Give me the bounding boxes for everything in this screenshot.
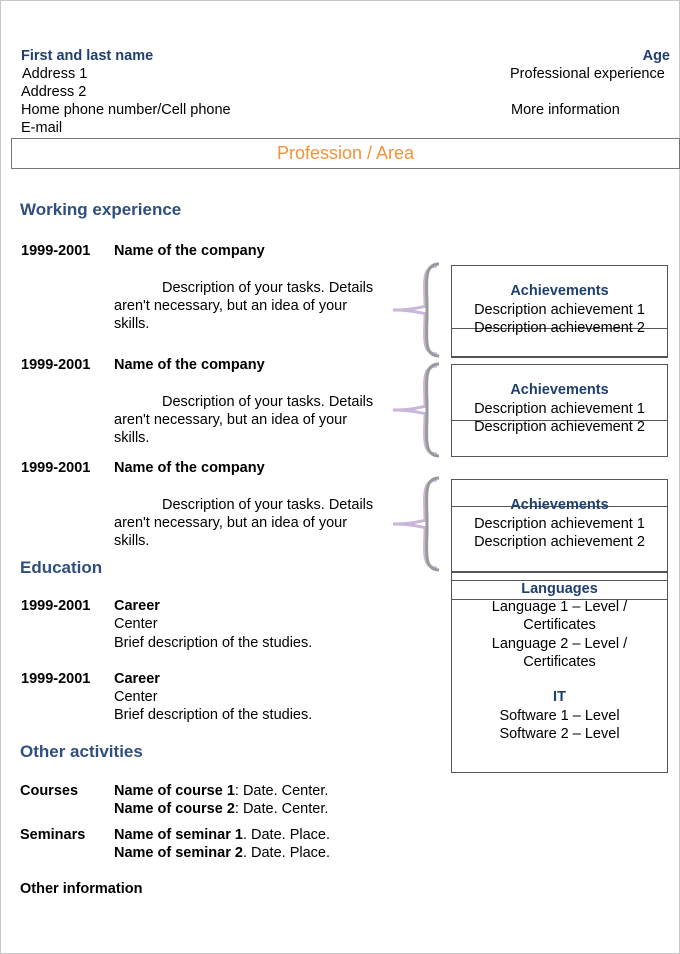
other-information-label: Other information (20, 881, 143, 897)
job-1-company: Name of the company (114, 243, 265, 259)
education-1-career: Career (114, 598, 160, 614)
brace-2 (393, 364, 439, 456)
language-1-line-2: Certificates (523, 617, 596, 633)
software-2: Software 2 – Level (499, 726, 620, 742)
working-experience-heading: Working experience (20, 200, 182, 219)
achievements-2-title: Achievements (510, 382, 609, 398)
job-1-desc-line-2: aren't necessary, but an idea of your (114, 298, 348, 314)
achievements-1-title: Achievements (510, 283, 609, 299)
achievements-2-item-1: Description achievement 1 (474, 401, 645, 417)
course-1-name: Name of course 1 (114, 783, 235, 799)
job-2-company: Name of the company (114, 357, 265, 373)
seminar-2 (114, 844, 330, 862)
languages-title: Languages (521, 581, 598, 597)
other-activities-heading: Other activities (20, 742, 143, 761)
full-name: First and last name (21, 48, 154, 64)
education-heading: Education (20, 558, 103, 577)
professional-experience-label: Professional experience (510, 66, 665, 82)
course-2 (114, 800, 328, 818)
education-2-years: 1999-2001 (21, 671, 91, 687)
course-2-name: Name of course 2 (114, 801, 235, 817)
language-1-line-1: Language 1 – Level / (491, 599, 628, 615)
education-2-description: Brief description of the studies. (114, 707, 313, 723)
job-2-years: 1999-2001 (21, 357, 91, 373)
job-1-desc-line-3: skills. (114, 316, 150, 332)
education-2-center: Center (114, 689, 158, 705)
age-label: Age (642, 48, 670, 64)
job-3-desc-line-2: aren't necessary, but an idea of your (114, 515, 348, 531)
education-1-center: Center (114, 616, 158, 632)
seminar-1-details: . Date. Place. (242, 827, 330, 843)
course-1 (114, 782, 328, 800)
achievements-3-title: Achievements (510, 497, 609, 513)
job-1-desc-line-1: Description of your tasks. Details (162, 280, 374, 296)
email: E-mail (21, 120, 63, 136)
brace-1 (393, 264, 439, 356)
seminar-2-details: . Date. Place. (242, 845, 330, 861)
profession-title: Profession / Area (276, 143, 415, 163)
language-2-line-2: Certificates (523, 654, 596, 670)
more-information-label: More information (511, 102, 620, 118)
brace-decorations (385, 262, 441, 576)
it-title: IT (553, 689, 566, 705)
job-3-company: Name of the company (114, 460, 265, 476)
address-2: Address 2 (21, 84, 87, 100)
seminars-label: Seminars (20, 827, 86, 843)
language-2-line-1: Language 2 – Level / (491, 636, 628, 652)
phone-number: Home phone number/Cell phone (21, 102, 231, 118)
software-1: Software 1 – Level (499, 708, 620, 724)
achievements-3-item-2: Description achievement 2 (474, 534, 645, 550)
education-1-years: 1999-2001 (21, 598, 91, 614)
job-3-years: 1999-2001 (21, 460, 91, 476)
achievements-1-item-1: Description achievement 1 (474, 302, 645, 318)
course-2-details: : Date. Center. (234, 801, 329, 817)
job-3-desc-line-3: skills. (114, 533, 150, 549)
job-3-desc-line-1: Description of your tasks. Details (162, 497, 374, 513)
job-2-desc-line-2: aren't necessary, but an idea of your (114, 412, 348, 428)
education-1-description: Brief description of the studies. (114, 635, 313, 651)
achievements-3-item-1: Description achievement 1 (474, 516, 645, 532)
job-1-years: 1999-2001 (21, 243, 91, 259)
achievements-1-item-2: Description achievement 2 (474, 320, 645, 336)
course-1-details: : Date. Center. (234, 783, 329, 799)
seminar-1-name: Name of seminar 1 (114, 827, 243, 843)
education-2-career: Career (114, 671, 160, 687)
courses-label: Courses (20, 783, 79, 799)
profession-box (11, 138, 680, 169)
address-1: Address 1 (22, 66, 88, 82)
job-2-desc-line-3: skills. (114, 430, 150, 446)
seminar-2-name: Name of seminar 2 (114, 845, 243, 861)
achievements-2-item-2: Description achievement 2 (474, 419, 645, 435)
job-2-desc-line-1: Description of your tasks. Details (162, 394, 374, 410)
brace-3 (393, 478, 439, 570)
seminar-1 (114, 826, 330, 844)
